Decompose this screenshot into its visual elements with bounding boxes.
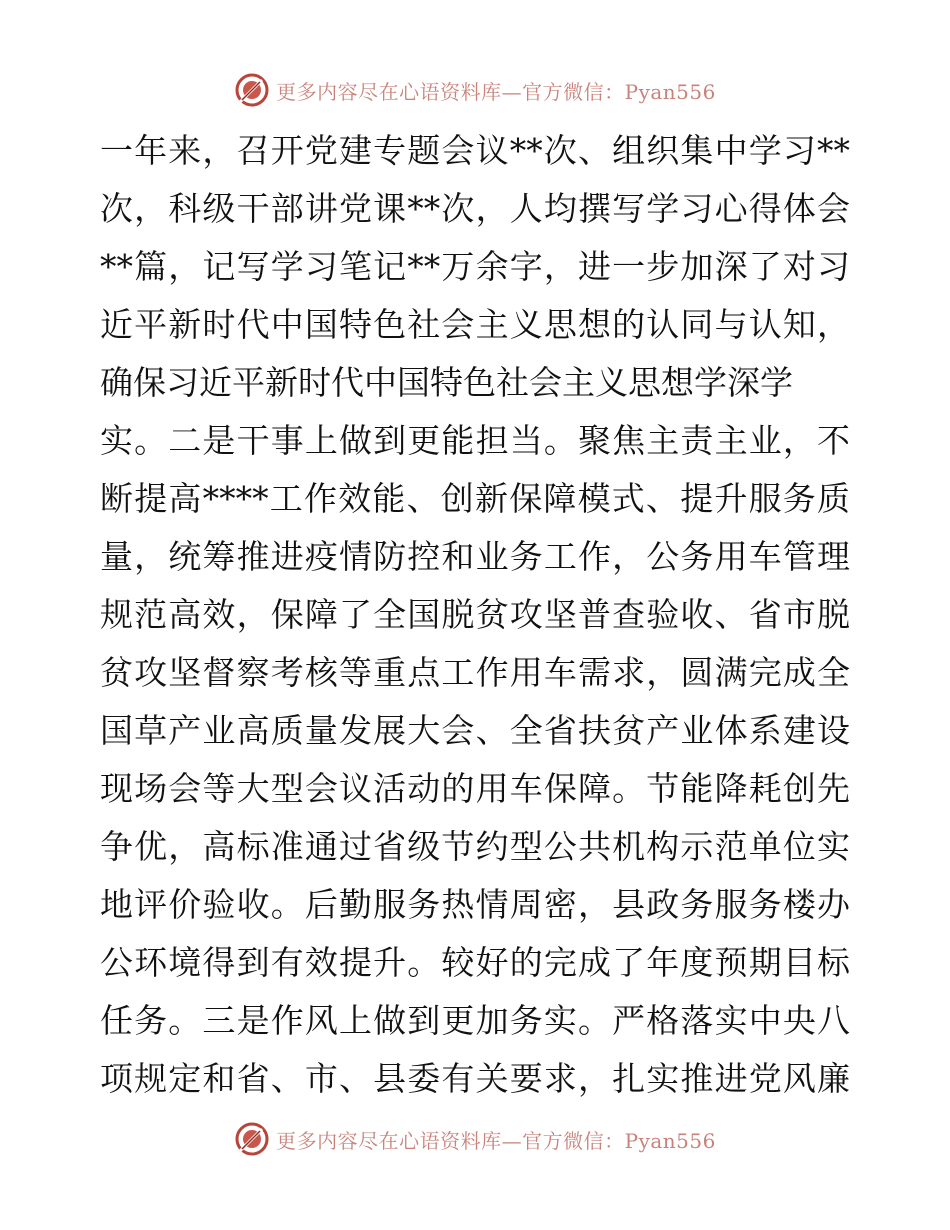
watermark-logo-icon — [234, 1121, 270, 1157]
body-line: 国草产业高质量发展大会、全省扶贫产业体系建设 — [100, 711, 850, 750]
body-line: 任务。三是作风上做到更加务实。严格落实中央八 — [100, 1001, 850, 1040]
body-line: 规范高效，保障了全国脱贫攻坚普查验收、省市脱 — [100, 595, 850, 634]
body-line: 公环境得到有效提升。较好的完成了年度预期目标 — [100, 943, 850, 982]
body-line: 贫攻坚督察考核等重点工作用车需求，圆满完成全 — [100, 653, 850, 692]
body-line: 现场会等大型会议活动的用车保障。节能降耗创先 — [100, 769, 850, 808]
watermark-logo-icon — [234, 72, 270, 108]
watermark-text: 更多内容尽在心语资料库—官方微信：Pyan556 — [276, 79, 716, 104]
header-watermark — [0, 70, 950, 110]
watermark-text: 更多内容尽在心语资料库—官方微信：Pyan556 — [276, 1128, 716, 1153]
body-line: 量，统筹推进疫情防控和业务工作，公务用车管理 — [100, 537, 850, 576]
body-line: 一年来，召开党建专题会议**次、组织集中学习** — [100, 131, 850, 170]
footer-watermark — [0, 1119, 950, 1159]
body-line: 确保习近平新时代中国特色社会主义思想学深学 — [100, 363, 793, 402]
body-line: 近平新时代中国特色社会主义思想的认同与认知， — [100, 305, 850, 344]
document-body — [100, 122, 850, 1108]
body-line: 实。二是干事上做到更能担当。聚焦主责主业，不 — [100, 421, 850, 460]
body-line: **篇，记写学习笔记**万余字，进一步加深了对习 — [100, 247, 850, 286]
body-line: 地评价验收。后勤服务热情周密，县政务服务楼办 — [100, 885, 850, 924]
body-line: 项规定和省、市、县委有关要求，扎实推进党风廉 — [100, 1059, 850, 1098]
body-line: 争优，高标准通过省级节约型公共机构示范单位实 — [100, 827, 850, 866]
body-line: 次，科级干部讲党课**次，人均撰写学习心得体会 — [100, 189, 850, 228]
body-line: 断提高****工作效能、创新保障模式、提升服务质 — [100, 479, 850, 518]
